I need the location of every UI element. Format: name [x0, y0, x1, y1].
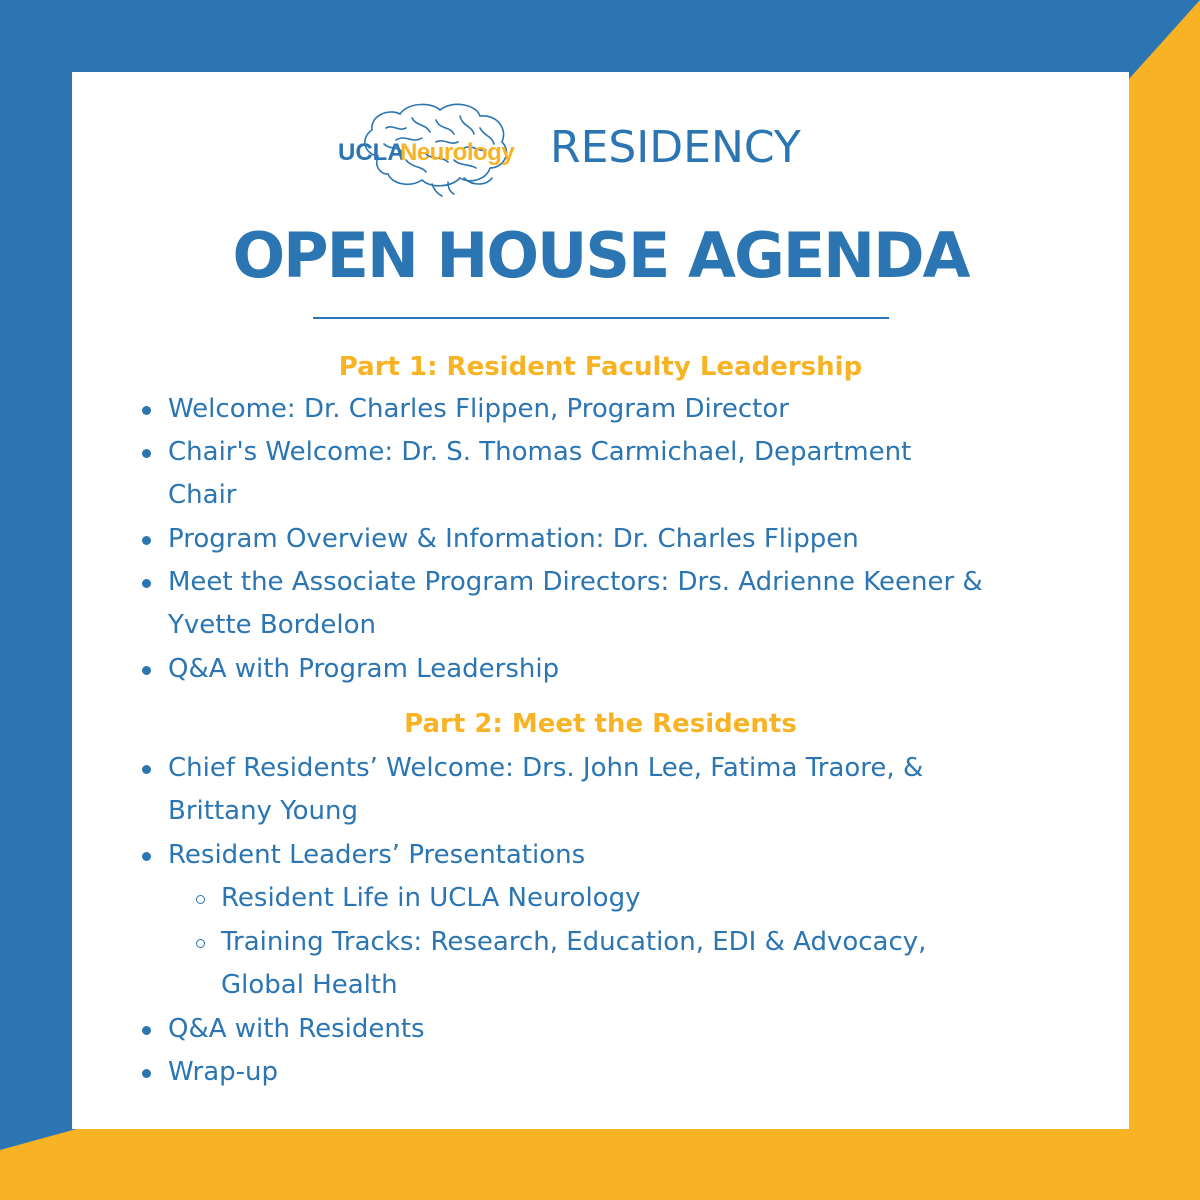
header	[72, 98, 1129, 198]
list-item: Meet the Associate Program Directors: Drs. Adrienne Keener &	[168, 567, 983, 597]
sub-list-item-continuation: Global Health	[221, 970, 398, 1000]
ucla-neurology-logo	[336, 98, 536, 198]
brain-icon	[336, 98, 536, 198]
bullet-icon	[142, 852, 151, 861]
sub-list-item: Training Tracks: Research, Education, EDI & Advocacy,	[221, 927, 927, 957]
bullet-icon	[142, 406, 151, 415]
list-item: Welcome: Dr. Charles Flippen, Program Director	[168, 394, 789, 424]
logo-neurology-text: Neurology	[400, 139, 515, 166]
bullet-icon	[142, 579, 151, 588]
bullet-icon	[142, 449, 151, 458]
list-item: Q&A with Program Leadership	[168, 654, 560, 684]
agenda-card	[72, 72, 1129, 1129]
list-item-continuation: Yvette Bordelon	[168, 610, 376, 640]
title-divider	[313, 317, 889, 319]
sub-list-item: Resident Life in UCLA Neurology	[221, 883, 641, 913]
list-item: Wrap-up	[168, 1057, 279, 1087]
sub-bullet-icon	[196, 939, 205, 948]
residency-label: RESIDENCY	[550, 122, 801, 173]
list-item: Q&A with Residents	[168, 1014, 425, 1044]
bullet-icon	[142, 1069, 151, 1078]
bullet-icon	[142, 1026, 151, 1035]
list-item-continuation: Chair	[168, 480, 237, 510]
part1-heading: Part 1: Resident Faculty Leadership	[338, 352, 863, 382]
part2-heading: Part 2: Meet the Residents	[404, 709, 797, 739]
list-item: Resident Leaders’ Presentations	[168, 840, 586, 870]
sub-bullet-icon	[196, 895, 205, 904]
bullet-icon	[142, 666, 151, 675]
list-item-continuation: Brittany Young	[168, 796, 358, 826]
bullet-icon	[142, 765, 151, 774]
list-item: Chair's Welcome: Dr. S. Thomas Carmichael, Department	[168, 437, 912, 467]
page-title: OPEN HOUSE AGENDA	[232, 219, 969, 292]
list-item: Program Overview & Information: Dr. Charles Flippen	[168, 524, 859, 554]
bullet-icon	[142, 536, 151, 545]
list-item: Chief Residents’ Welcome: Drs. John Lee, Fatima Traore, &	[168, 753, 924, 783]
logo-ucla-text: UCLA	[338, 139, 405, 166]
